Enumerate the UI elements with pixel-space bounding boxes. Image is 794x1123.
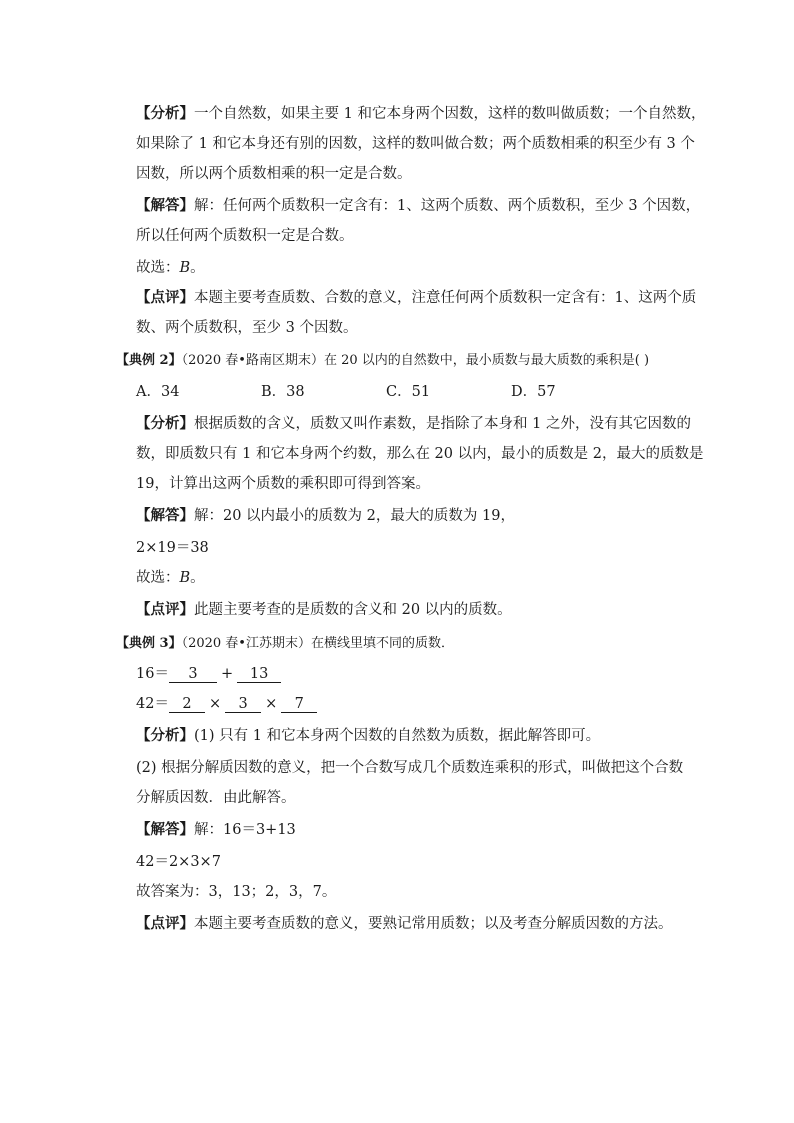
answer-label: 【解答】 <box>136 197 194 214</box>
choice-letter: B <box>179 260 191 276</box>
eq1-operator: + <box>220 666 234 682</box>
q3-analysis-line-3: 分解质因数．由此解答。 <box>136 790 296 806</box>
q1-comment-line-2: 数、两个质数积，至少 3 个因数。 <box>136 320 358 336</box>
q3-question-line <box>116 634 454 654</box>
q2-answer-line-2: 2×19＝38 <box>136 540 209 556</box>
comment-text: 本题主要考查质数、合数的意义，注意任何两个质数积一定含有：1、这两个质 <box>194 290 697 306</box>
analysis-label: 【分析】 <box>136 415 194 432</box>
question-text: （2020 春•路南区期末）在 20 以内的自然数中，最小质数与最大质数的乘积是( ) <box>181 353 650 368</box>
q1-answer-line-2: 所以任何两个质数积一定是合数。 <box>136 228 354 244</box>
choice-letter: B <box>179 570 191 586</box>
option-b: B．38 <box>261 384 305 400</box>
example-tag: 【典例 2】 <box>116 353 182 368</box>
comment-label: 【点评】 <box>136 601 194 618</box>
q2-analysis-line-2: 数，即质数只有 1 和它本身两个约数，那么在 20 以内，最小的质数是 2，最大的质数是 <box>136 446 704 462</box>
q3-analysis-line-2: (2) 根据分解质因数的意义，把一个合数写成几个质数连乘积的形式，叫做把这个合数 <box>136 760 684 776</box>
example-tag: 【典例 3】 <box>116 636 182 651</box>
answer-text: 解：20 以内最小的质数为 2，最大的质数为 19， <box>194 508 515 524</box>
q2-question-line <box>116 351 649 371</box>
eq2-operator-2: × <box>265 696 278 712</box>
q2-analysis-line-1 <box>136 414 691 434</box>
answer-label: 【解答】 <box>136 821 194 838</box>
option-c: C．51 <box>386 384 431 400</box>
q2-comment-line-1 <box>136 600 512 620</box>
q1-answer-line-1 <box>136 196 700 216</box>
analysis-label: 【分析】 <box>136 727 194 744</box>
comment-label: 【点评】 <box>136 915 194 932</box>
q2-analysis-line-3: 19，计算出这两个质数的乘积即可得到答案。 <box>136 476 430 492</box>
eq2-blank-c: 7 <box>281 696 317 713</box>
answer-text: 解：任何两个质数积一定含有：1、这两个质数、两个质数积，至少 3 个因数， <box>194 198 701 214</box>
q2-choice-line <box>136 568 205 588</box>
q2-answer-line-1 <box>136 506 515 526</box>
option-d: D．57 <box>511 384 556 400</box>
choice-prefix: 故选： <box>136 260 180 276</box>
q3-answer-line-1 <box>136 820 296 840</box>
analysis-text: (1) 只有 1 和它本身两个因数的自然数为质数，据此解答即可。 <box>194 728 601 744</box>
eq1-blank-b: 13 <box>237 666 281 683</box>
comment-text: 本题主要考查质数的意义，要熟记常用质数；以及考查分解质因数的方法。 <box>194 916 673 932</box>
q3-comment-line-1 <box>136 914 673 934</box>
eq2-blank-a: 2 <box>169 696 205 713</box>
comment-label: 【点评】 <box>136 289 194 306</box>
q3-analysis-line-1 <box>136 726 600 746</box>
eq1-lhs: 16＝ <box>136 666 169 682</box>
eq1-blank-a: 3 <box>169 666 217 683</box>
q3-equation-2 <box>136 694 317 714</box>
q3-answer-line-2: 42＝2×3×7 <box>136 854 221 870</box>
q1-analysis-line-1 <box>136 104 705 124</box>
option-a: A．34 <box>136 384 180 400</box>
eq2-lhs: 42＝ <box>136 696 169 712</box>
choice-prefix: 故选： <box>136 570 180 586</box>
choice-end: 。 <box>190 260 205 276</box>
question-text: （2020 春•江苏期末）在横线里填不同的质数． <box>181 636 454 651</box>
answer-text: 解：16＝3+13 <box>194 822 296 838</box>
q1-comment-line-1 <box>136 288 696 308</box>
comment-text: 此题主要考查的是质数的含义和 20 以内的质数。 <box>194 602 512 618</box>
analysis-text: 根据质数的含义，质数又叫作素数，是指除了本身和 1 之外，没有其它因数的 <box>194 416 691 432</box>
q1-analysis-line-3: 因数，所以两个质数相乘的积一定是合数。 <box>136 166 412 182</box>
q2-options <box>136 382 636 402</box>
q3-equation-1 <box>136 664 281 684</box>
eq2-operator-1: × <box>208 696 222 712</box>
answer-label: 【解答】 <box>136 507 194 524</box>
q3-answer-line-3: 故答案为：3，13；2，3，7。 <box>136 884 337 900</box>
choice-end: 。 <box>190 570 205 586</box>
q1-analysis-line-2: 如果除了 1 和它本身还有别的因数，这样的数叫做合数；两个质数相乘的积至少有 3 个 <box>136 136 695 152</box>
eq2-blank-b: 3 <box>225 696 261 713</box>
analysis-text: 一个自然数，如果主要 1 和它本身两个因数，这样的数叫做质数；一个自然数， <box>194 106 706 122</box>
q1-choice-line <box>136 258 205 278</box>
analysis-label: 【分析】 <box>136 105 194 122</box>
